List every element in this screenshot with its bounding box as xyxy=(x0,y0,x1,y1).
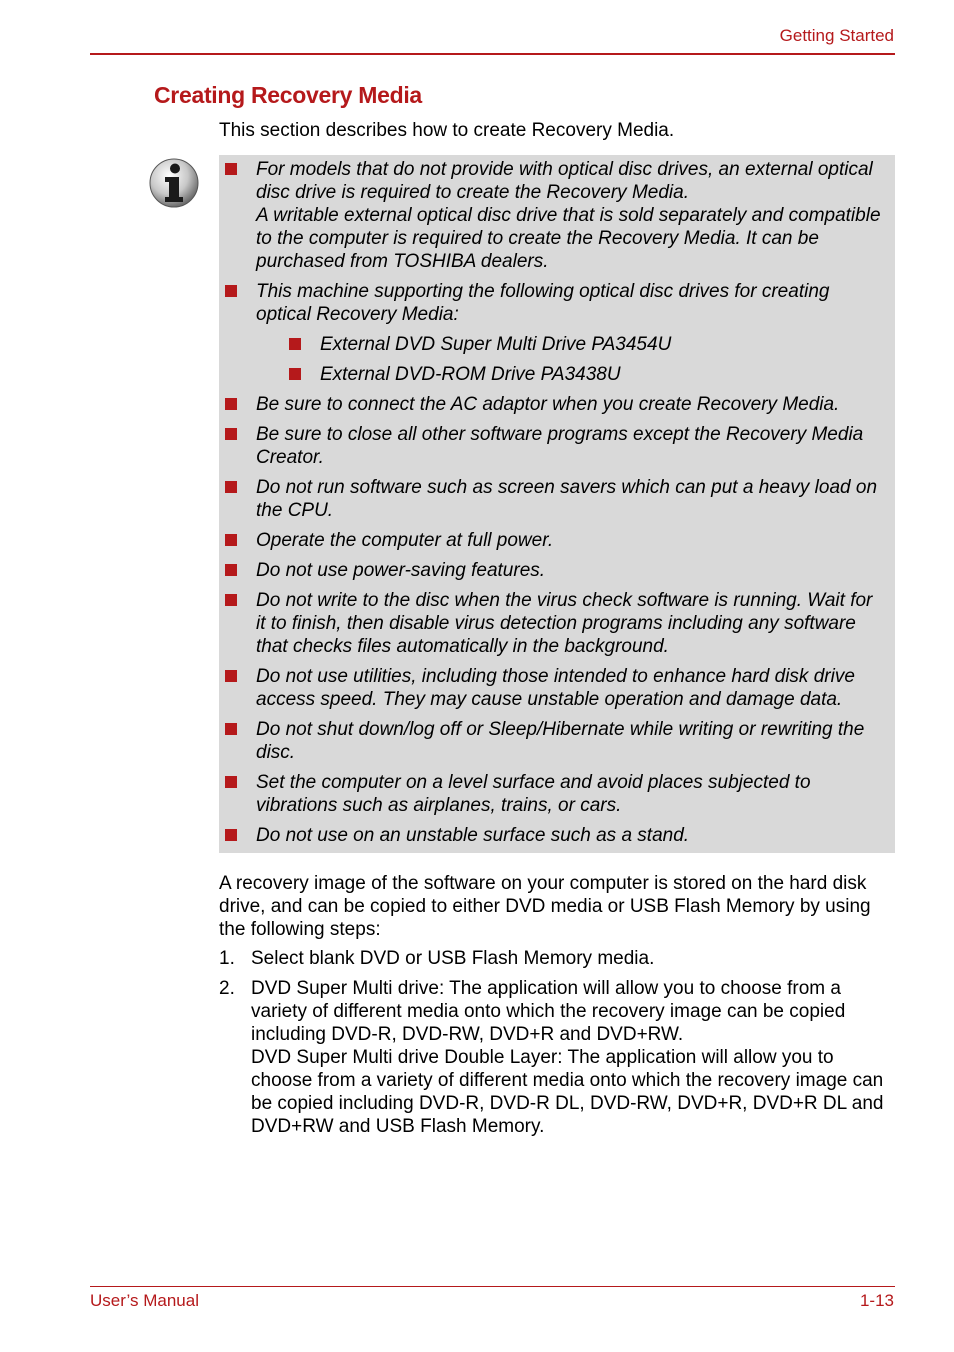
page-number: 1-13 xyxy=(859,1291,894,1310)
bullet-square-icon xyxy=(225,829,237,841)
bullet-square-icon xyxy=(225,670,237,682)
step-number: 1. xyxy=(219,948,235,969)
bullet-square-icon xyxy=(225,564,237,576)
note-item: Do not run software such as screen savers which can put a heavy load on the CPU. xyxy=(223,476,887,522)
bullet-square-icon xyxy=(225,481,237,493)
bullet-square-icon xyxy=(225,163,237,175)
note-item: Operate the computer at full power. xyxy=(223,529,887,552)
section-intro: This section describes how to create Recovery Media. xyxy=(219,120,675,141)
header-rule xyxy=(90,53,895,55)
drive-item: External DVD Super Multi Drive PA3454U xyxy=(256,333,887,356)
bullet-square-icon xyxy=(225,534,237,546)
drive-item: External DVD-ROM Drive PA3438U xyxy=(256,363,887,386)
note-item: Do not write to the disc when the virus check software is running. Wait for it to finish, then disable virus detection programs including any software that checks files automatically in the background. xyxy=(223,589,887,658)
section-title: Creating Recovery Media xyxy=(154,82,422,108)
bullet-square-icon xyxy=(225,723,237,735)
drive-list xyxy=(256,333,887,386)
bullet-square-icon xyxy=(225,285,237,297)
steps-list xyxy=(219,947,895,1145)
bullet-square-icon xyxy=(225,594,237,606)
note-item: Be sure to connect the AC adaptor when you create Recovery Media. xyxy=(223,393,887,416)
step-item: 2. DVD Super Multi drive: The application will allow you to choose from a variety of different media onto which the recovery image can be copied including DVD-R, DVD-RW, DVD+R and DVD+RW. DVD Super Multi drive Double Layer: The application will allow you to choose from a variety of different media onto which the recovery image can be copied including DVD-R, DVD-R DL, DVD-RW, DVD+R, DVD+R DL and DVD+RW and USB Flash Memory. xyxy=(219,978,884,1137)
footer-rule xyxy=(90,1286,895,1287)
note-item: Do not shut down/log off or Sleep/Hibernate while writing or rewriting the disc. xyxy=(223,718,887,764)
bullet-square-icon xyxy=(289,368,301,380)
info-icon xyxy=(148,157,200,209)
body-paragraph: A recovery image of the software on your computer is stored on the hard disk drive, and can be copied to either DVD media or USB Flash Memory by using the following steps: xyxy=(219,873,871,940)
note-item: Do not use on an unstable surface such as a stand. xyxy=(223,824,887,847)
note-item: This machine supporting the following optical disc drives for creating optical Recovery Media: External DVD Super Multi Drive PA3454U External DVD-ROM Drive PA3438U xyxy=(223,280,887,386)
note-item: Do not use power-saving features. xyxy=(223,559,887,582)
bullet-square-icon xyxy=(225,428,237,440)
note-item: Do not use utilities, including those intended to enhance hard disk drive access speed. They may cause unstable operation and damage data. xyxy=(223,665,887,711)
bullet-square-icon xyxy=(225,776,237,788)
note-box xyxy=(219,155,895,853)
note-item: For models that do not provide with optical disc drives, an external optical disc drive is required to create the Recovery Media. A writable external optical disc drive that is sold separately and compatible to the computer is required to create the Recovery Media. It can be purchased from TOSHIBA dealers. xyxy=(223,158,887,273)
note-item: Be sure to close all other software programs except the Recovery Media Creator. xyxy=(223,423,887,469)
bullet-square-icon xyxy=(225,398,237,410)
step-number: 2. xyxy=(219,978,235,999)
note-list xyxy=(223,158,887,847)
footer-manual: User’s Manual xyxy=(90,1291,199,1310)
bullet-square-icon xyxy=(289,338,301,350)
chapter-header: Getting Started xyxy=(779,26,894,45)
note-item: Set the computer on a level surface and avoid places subjected to vibrations such as airplanes, trains, or cars. xyxy=(223,771,887,817)
step-item: 1. Select blank DVD or USB Flash Memory media. xyxy=(219,948,655,969)
